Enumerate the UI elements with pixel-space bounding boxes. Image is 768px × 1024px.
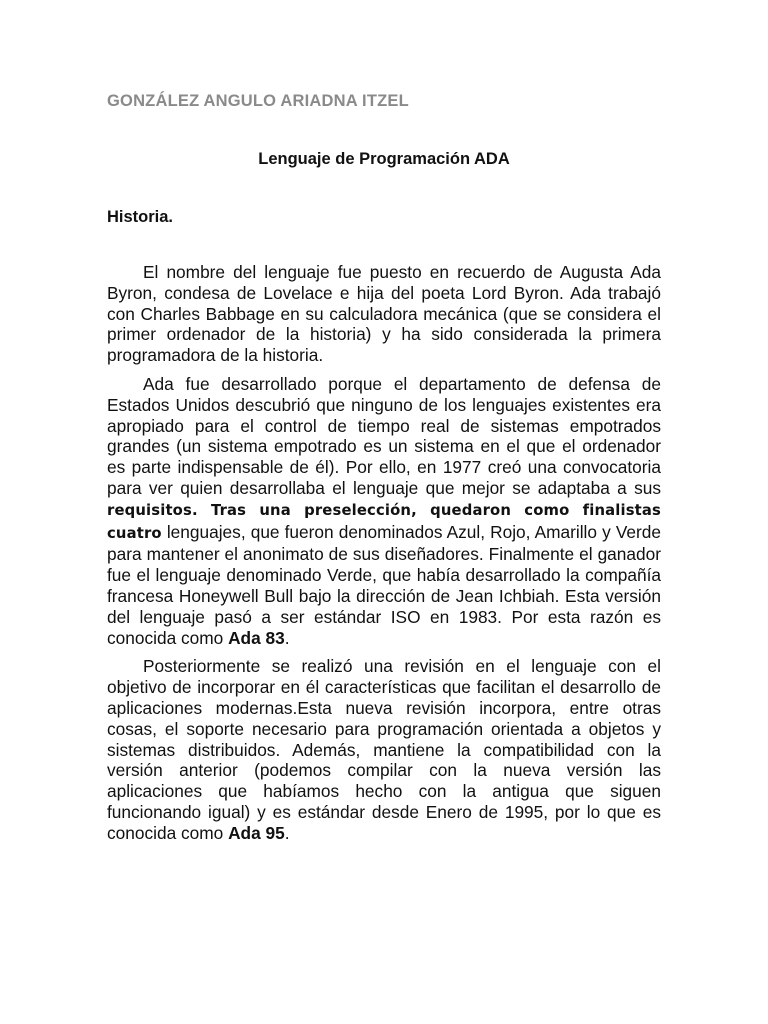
paragraph-3-bold-term: Ada 95: [228, 822, 285, 843]
paragraph-2-bold-term: Ada 83: [228, 627, 285, 648]
paragraph-3-end: .: [284, 822, 290, 843]
author-name: GONZÁLEZ ANGULO ARIADNA ITZEL: [107, 92, 409, 110]
paragraph-1: [107, 262, 661, 366]
section-heading: Historia.: [107, 208, 174, 226]
paragraph-2-text-a: Ada fue desarrollado porque el departamento de defensa de Estados Unidos descubrió que ninguno de los lenguajes existentes era apropiado para el control de tiempo real de sistemas empotrados grandes (un sistema empotrado es un sistema en el que el ordenador es parte indispensable de él). Por ello, en 1977 creó una convocatoria para ver quien desarrollaba el lenguaje que mejor se adaptaba a sus: [107, 373, 661, 498]
document-body: [107, 262, 661, 852]
document-title: Lenguaje de Programación ADA: [258, 150, 510, 168]
paragraph-2-text-c: lenguajes, que fueron denominados Azul, Rojo, Amarillo y Verde para mantener el anonimato de sus diseñadores. Finalmente el ganador fue el lenguaje denominado Verde, que había desarrollado la compañía francesa Honeywell Bull bajo la dirección de Jean Ichbiah. Esta versión del lenguaje pasó a ser estándar ISO en 1983. Por esta razón es conocida como: [107, 521, 661, 648]
paragraph-1-text: El nombre del lenguaje fue puesto en recuerdo de Augusta Ada Byron, condesa de Lovelace e hija del poeta Lord Byron. Ada trabajó con Charles Babbage en su calculadora mecánica (que se considera el primer ordenador de la historia) y ha sido considerada la primera programadora de la historia.: [107, 262, 661, 366]
paragraph-2-dense-text: requisitos. Tras una preselección, quedaron como finalistas cuatro: [107, 501, 661, 542]
paragraph-2-end: .: [284, 627, 290, 648]
paragraph-3-text-a: Posteriormente se realizó una revisión en el lenguaje con el objetivo de incorporar en él características que facilitan el desarrollo de aplicaciones modernas.Esta nueva revisión incorpora, entre otras cosas, el soporte necesario para programación orientada a objetos y sistemas distribuidos. Además, mantiene la compatibilidad con la versión anterior (podemos compilar con la nueva versión las aplicaciones que habíamos hecho con la antigua que siguen funcionando igual) y es estándar desde Enero de 1995, por lo que es conocida como: [107, 656, 661, 843]
paragraph-3: [107, 656, 661, 843]
paragraph-2: [107, 374, 661, 648]
